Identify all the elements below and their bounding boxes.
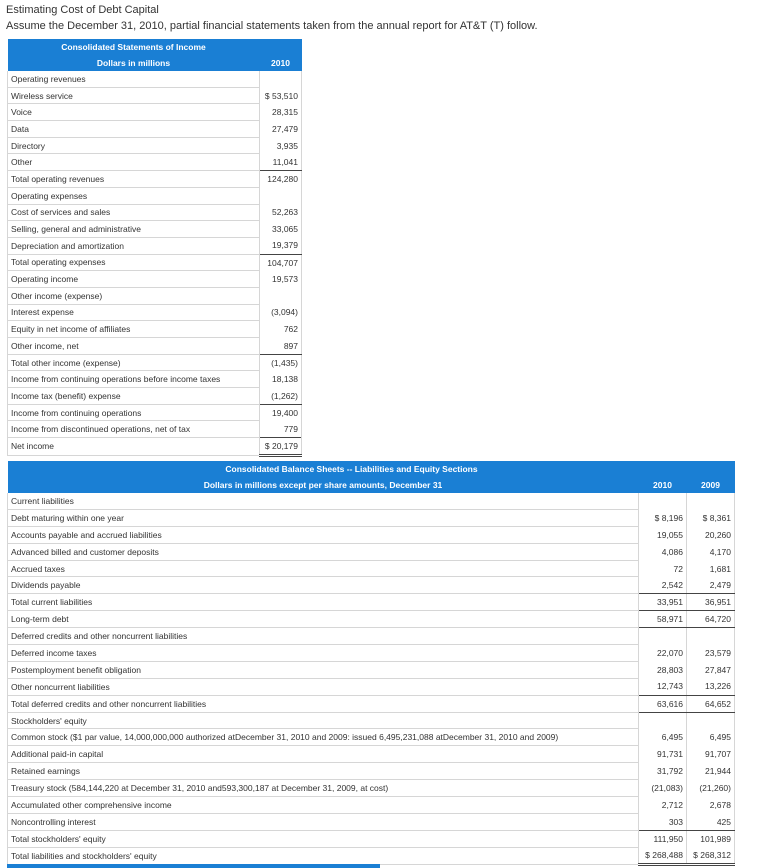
row-value-2010: 3,935 bbox=[260, 137, 302, 154]
row-value-2010 bbox=[639, 493, 687, 509]
row-value-2010: 2,542 bbox=[639, 577, 687, 594]
table-row bbox=[8, 594, 735, 611]
row-label: Total current liabilities bbox=[8, 594, 639, 611]
row-value-2009: 64,652 bbox=[687, 695, 735, 712]
row-value-2010: 12,743 bbox=[639, 678, 687, 695]
table-row bbox=[8, 509, 735, 526]
row-label: Treasury stock (584,144,220 at December 31, 2010 and593,300,187 at December 31, 2009, at cost) bbox=[8, 780, 639, 797]
table-row bbox=[8, 254, 302, 271]
row-value-2010: (3,094) bbox=[260, 304, 302, 321]
row-label: Additional paid-in capital bbox=[8, 746, 639, 763]
balance-sheet-title: Consolidated Balance Sheets -- Liabilities and Equity Sections bbox=[225, 464, 478, 474]
balance-sheet-table bbox=[7, 461, 735, 866]
row-value-2010: (1,435) bbox=[260, 354, 302, 371]
row-label: Accounts payable and accrued liabilities bbox=[8, 526, 639, 543]
row-value-2010: 2,712 bbox=[639, 797, 687, 814]
table-row bbox=[8, 287, 302, 304]
row-value-2009: 20,260 bbox=[687, 526, 735, 543]
table-row bbox=[8, 780, 735, 797]
row-value-2010: 72 bbox=[639, 560, 687, 577]
row-label: Stockholders' equity bbox=[8, 712, 639, 729]
row-label: Operating expenses bbox=[8, 187, 260, 204]
row-value-2009: 21,944 bbox=[687, 763, 735, 780]
row-value-2010: (1,262) bbox=[260, 388, 302, 405]
table-row bbox=[8, 204, 302, 221]
row-value-2010: 22,070 bbox=[639, 645, 687, 662]
row-value-2010: 19,400 bbox=[260, 404, 302, 421]
row-label: Postemployment benefit obligation bbox=[8, 661, 639, 678]
table-row bbox=[8, 321, 302, 338]
page-title: Estimating Cost of Debt Capital bbox=[6, 4, 159, 16]
page-subtitle: Assume the December 31, 2010, partial financial statements taken from the annual report for AT&T (T) follow. bbox=[6, 20, 538, 32]
income-statement-title: Consolidated Statements of Income bbox=[61, 42, 206, 52]
row-value-2010: 28,315 bbox=[260, 104, 302, 121]
table-row bbox=[8, 678, 735, 695]
row-value-2009: $ 268,312 bbox=[687, 847, 735, 864]
table-row bbox=[8, 763, 735, 780]
table-row bbox=[8, 221, 302, 238]
row-value-2010: 11,041 bbox=[260, 154, 302, 171]
row-label: Deferred income taxes bbox=[8, 645, 639, 662]
row-value-2010: 31,792 bbox=[639, 763, 687, 780]
table-row bbox=[8, 438, 302, 456]
table-row bbox=[8, 304, 302, 321]
row-value-2009: 6,495 bbox=[687, 729, 735, 746]
row-label: Operating revenues bbox=[8, 71, 260, 87]
row-label: Other noncurrent liabilities bbox=[8, 678, 639, 695]
row-label: Noncontrolling interest bbox=[8, 813, 639, 830]
row-label: Other income (expense) bbox=[8, 287, 260, 304]
row-value-2010: $ 268,488 bbox=[639, 847, 687, 864]
row-value-2010: 52,263 bbox=[260, 204, 302, 221]
row-label: Depreciation and amortization bbox=[8, 237, 260, 254]
table-row bbox=[8, 645, 735, 662]
row-value-2010: 19,379 bbox=[260, 237, 302, 254]
table-row bbox=[8, 87, 302, 104]
row-label: Current liabilities bbox=[8, 493, 639, 509]
row-value-2009: 13,226 bbox=[687, 678, 735, 695]
row-value-2009: 91,707 bbox=[687, 746, 735, 763]
row-value-2009: 2,678 bbox=[687, 797, 735, 814]
row-value-2010 bbox=[260, 187, 302, 204]
row-value-2010: 28,803 bbox=[639, 661, 687, 678]
table-row bbox=[8, 187, 302, 204]
table-row bbox=[8, 661, 735, 678]
income-statement-year: 2010 bbox=[271, 58, 290, 68]
table-row bbox=[8, 560, 735, 577]
table-row bbox=[8, 404, 302, 421]
row-value-2009 bbox=[687, 493, 735, 509]
row-label: Wireless service bbox=[8, 87, 260, 104]
row-value-2009: 4,170 bbox=[687, 543, 735, 560]
table-row bbox=[8, 421, 302, 438]
row-value-2010 bbox=[260, 71, 302, 87]
table-row bbox=[8, 611, 735, 628]
income-statement-table bbox=[7, 39, 302, 457]
row-label: Other bbox=[8, 154, 260, 171]
row-value-2010: 33,951 bbox=[639, 594, 687, 611]
row-label: Total operating expenses bbox=[8, 254, 260, 271]
table-row bbox=[8, 695, 735, 712]
row-value-2010: 18,138 bbox=[260, 371, 302, 388]
row-label: Directory bbox=[8, 137, 260, 154]
row-label: Common stock ($1 par value, 14,000,000,000 authorized atDecember 31, 2010 and 2009: issued 6,495,231,088 atDecember 31, 2010 and 2009) bbox=[8, 729, 639, 746]
row-label: Income from continuing operations before income taxes bbox=[8, 371, 260, 388]
row-value-2009: 27,847 bbox=[687, 661, 735, 678]
row-label: Income from continuing operations bbox=[8, 404, 260, 421]
row-value-2010 bbox=[260, 287, 302, 304]
row-value-2010: $ 20,179 bbox=[260, 438, 302, 456]
row-value-2010: 6,495 bbox=[639, 729, 687, 746]
balance-sheet-unit: Dollars in millions except per share amounts, December 31 bbox=[203, 480, 443, 490]
table-row bbox=[8, 154, 302, 171]
row-value-2010 bbox=[639, 628, 687, 645]
table-row bbox=[8, 104, 302, 121]
table-row bbox=[8, 271, 302, 288]
row-value-2010: 124,280 bbox=[260, 171, 302, 188]
row-label: Net income bbox=[8, 438, 260, 456]
row-label: Total operating revenues bbox=[8, 171, 260, 188]
balance-sheet-year-2009: 2009 bbox=[701, 480, 720, 490]
income-statement-unit: Dollars in millions bbox=[96, 58, 171, 68]
row-value-2010: 58,971 bbox=[639, 611, 687, 628]
row-value-2009: 2,479 bbox=[687, 577, 735, 594]
row-value-2009: 64,720 bbox=[687, 611, 735, 628]
row-value-2010: 779 bbox=[260, 421, 302, 438]
table-row bbox=[8, 847, 735, 864]
balance-sheet-year-2010: 2010 bbox=[653, 480, 672, 490]
row-label: Operating income bbox=[8, 271, 260, 288]
table-row bbox=[8, 237, 302, 254]
row-value-2009: 1,681 bbox=[687, 560, 735, 577]
table-row bbox=[8, 729, 735, 746]
table-row bbox=[8, 712, 735, 729]
row-value-2010: 4,086 bbox=[639, 543, 687, 560]
table-row bbox=[8, 628, 735, 645]
row-label: Interest expense bbox=[8, 304, 260, 321]
table-row bbox=[8, 526, 735, 543]
row-label: Debt maturing within one year bbox=[8, 509, 639, 526]
row-value-2009: $ 8,361 bbox=[687, 509, 735, 526]
row-value-2010: 91,731 bbox=[639, 746, 687, 763]
table-row bbox=[8, 577, 735, 594]
table-row bbox=[8, 338, 302, 355]
table-row bbox=[8, 71, 302, 87]
row-value-2010: 897 bbox=[260, 338, 302, 355]
row-label: Income from discontinued operations, net of tax bbox=[8, 421, 260, 438]
row-value-2010: 303 bbox=[639, 813, 687, 830]
bottom-scroll-bar bbox=[7, 864, 380, 868]
row-label: Dividends payable bbox=[8, 577, 639, 594]
table-row bbox=[8, 371, 302, 388]
row-value-2010: 27,479 bbox=[260, 121, 302, 138]
row-label: Accrued taxes bbox=[8, 560, 639, 577]
row-value-2010: 104,707 bbox=[260, 254, 302, 271]
row-value-2009: 101,989 bbox=[687, 830, 735, 847]
row-label: Total other income (expense) bbox=[8, 354, 260, 371]
row-label: Advanced billed and customer deposits bbox=[8, 543, 639, 560]
row-value-2010: 111,950 bbox=[639, 830, 687, 847]
row-value-2009 bbox=[687, 712, 735, 729]
table-row bbox=[8, 388, 302, 405]
row-value-2010: 19,573 bbox=[260, 271, 302, 288]
table-row bbox=[8, 746, 735, 763]
row-label: Cost of services and sales bbox=[8, 204, 260, 221]
table-row bbox=[8, 797, 735, 814]
row-label: Long-term debt bbox=[8, 611, 639, 628]
row-label: Other income, net bbox=[8, 338, 260, 355]
row-label: Accumulated other comprehensive income bbox=[8, 797, 639, 814]
row-value-2010: 63,616 bbox=[639, 695, 687, 712]
table-row bbox=[8, 354, 302, 371]
row-value-2010: 19,055 bbox=[639, 526, 687, 543]
row-value-2009: (21,260) bbox=[687, 780, 735, 797]
row-value-2009: 23,579 bbox=[687, 645, 735, 662]
row-label: Equity in net income of affiliates bbox=[8, 321, 260, 338]
row-value-2009: 36,951 bbox=[687, 594, 735, 611]
row-label: Total stockholders' equity bbox=[8, 830, 639, 847]
row-value-2009: 425 bbox=[687, 813, 735, 830]
row-label: Voice bbox=[8, 104, 260, 121]
row-label: Total liabilities and stockholders' equity bbox=[8, 847, 639, 864]
table-row bbox=[8, 137, 302, 154]
row-label: Income tax (benefit) expense bbox=[8, 388, 260, 405]
row-value-2009 bbox=[687, 628, 735, 645]
table-row bbox=[8, 813, 735, 830]
table-row bbox=[8, 830, 735, 847]
row-label: Data bbox=[8, 121, 260, 138]
row-label: Selling, general and administrative bbox=[8, 221, 260, 238]
row-label: Deferred credits and other noncurrent liabilities bbox=[8, 628, 639, 645]
row-value-2010 bbox=[639, 712, 687, 729]
table-row bbox=[8, 171, 302, 188]
row-value-2010: $ 8,196 bbox=[639, 509, 687, 526]
table-row bbox=[8, 493, 735, 509]
table-row bbox=[8, 121, 302, 138]
row-label: Retained earnings bbox=[8, 763, 639, 780]
row-value-2010: 762 bbox=[260, 321, 302, 338]
table-row bbox=[8, 543, 735, 560]
row-label: Total deferred credits and other noncurrent liabilities bbox=[8, 695, 639, 712]
row-value-2010: (21,083) bbox=[639, 780, 687, 797]
row-value-2010: $ 53,510 bbox=[260, 87, 302, 104]
row-value-2010: 33,065 bbox=[260, 221, 302, 238]
